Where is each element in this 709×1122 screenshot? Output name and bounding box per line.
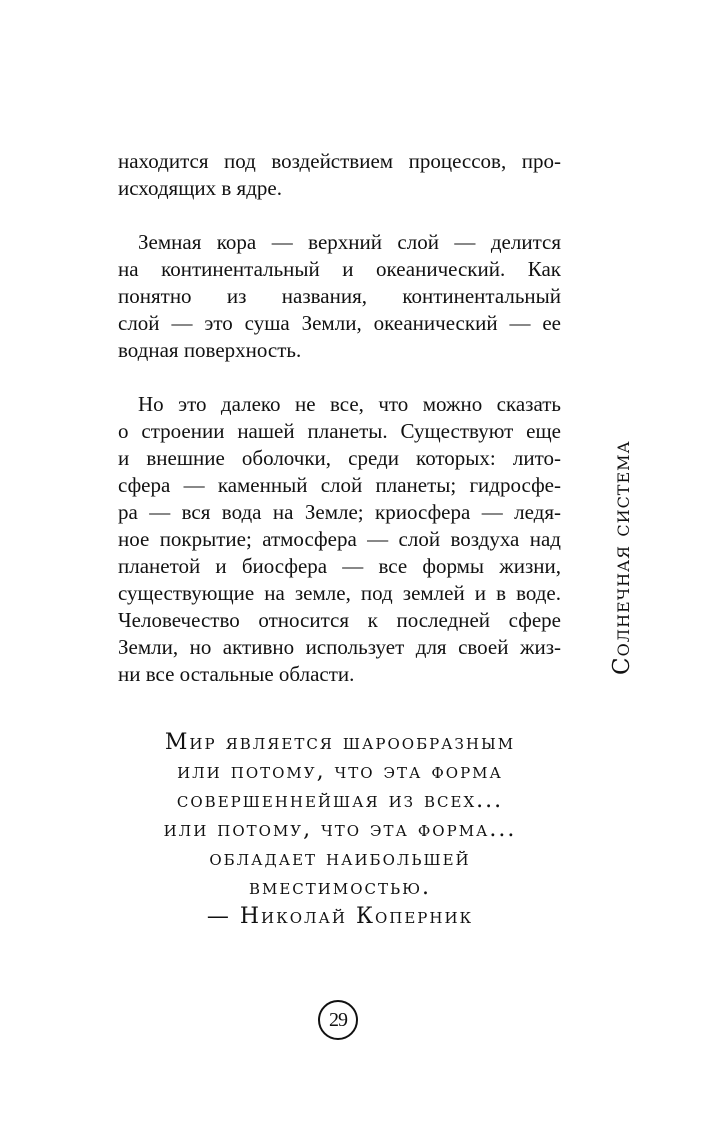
quote-line: вместимостью. xyxy=(248,875,432,900)
text-line: и внешние оболочки, среди которых: лито- xyxy=(118,446,561,470)
text-line: планетой и биосфера — все формы жизни, xyxy=(118,554,561,578)
text-line: о строении нашей планеты. Существуют еще xyxy=(118,419,561,443)
text-line: на континентальный и океанический. Как xyxy=(118,257,561,281)
text-line: ное покрытие; атмосфера — слой воздуха над xyxy=(118,527,561,551)
quote-line: Мир является шарообразным xyxy=(164,730,516,755)
quote-line: совершеннейшая из всех... xyxy=(176,788,504,813)
text-line: находится под воздействием процессов, про- xyxy=(118,149,561,173)
paragraph-gap xyxy=(118,364,561,391)
quote-line: обладает наибольшей xyxy=(209,846,471,871)
quote-line: или потому, что эта форма xyxy=(177,759,503,784)
chapter-side-title: Солнечная система xyxy=(609,440,635,675)
text-line: Человечество относится к последней сфере xyxy=(118,608,561,632)
quote-line: или потому, что эта форма... xyxy=(163,817,517,842)
text-line: Земли, но активно использует для своей жиз- xyxy=(118,635,561,659)
text-line: понятно из названия, континентальный xyxy=(118,284,561,308)
page-number: 29 xyxy=(318,1000,358,1040)
text-line: существующие на земле, под землей и в воде. xyxy=(118,581,561,605)
text-line: Земная кора — верхний слой — делится xyxy=(138,230,561,254)
text-line: Но это далеко не все, что можно сказать xyxy=(138,392,561,416)
paragraph-gap xyxy=(118,202,561,229)
quote-attribution: — Николай Коперник xyxy=(206,904,474,929)
text-line: ра — вся вода на Земле; криосфера — ледя- xyxy=(118,500,561,524)
text-line: водная поверхность. xyxy=(118,338,302,362)
text-line: сфера — каменный слой планеты; гидросфе- xyxy=(118,473,561,497)
body-text xyxy=(118,148,561,688)
text-line: ни все остальные области. xyxy=(118,662,355,686)
text-line: слой — это суша Земли, океанический — ее xyxy=(118,311,561,335)
epigraph-quote xyxy=(100,728,580,931)
text-line: исходящих в ядре. xyxy=(118,176,282,200)
